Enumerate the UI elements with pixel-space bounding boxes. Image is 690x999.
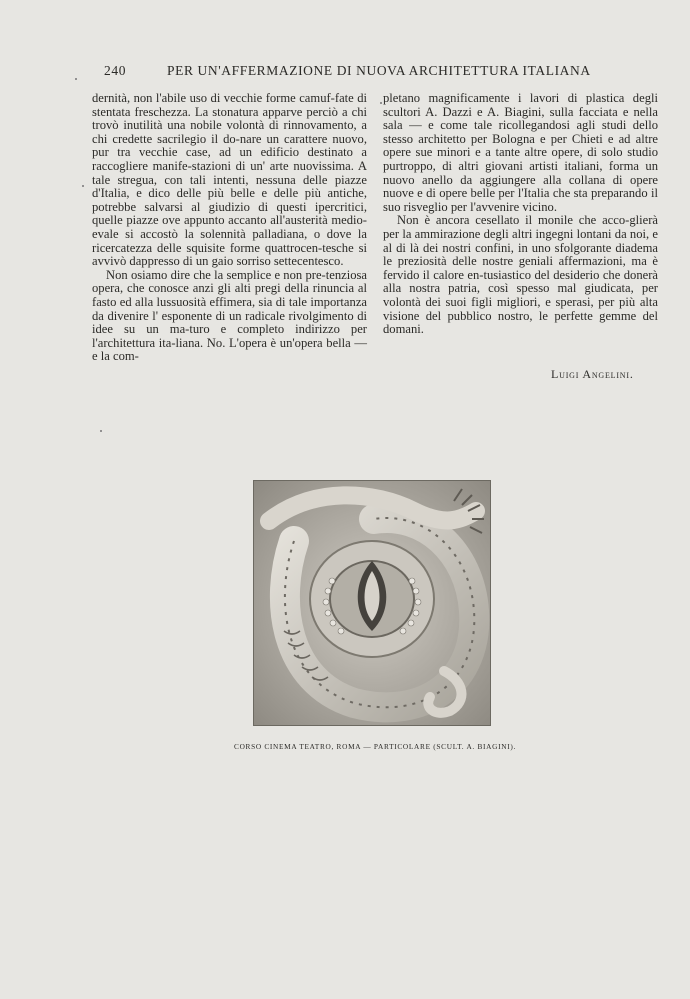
author-signature: Luigi Angelini. xyxy=(551,367,634,381)
figure-caption: CORSO CINEMA TEATRO, ROMA — PARTICOLARE (SCULT. A. BIAGINI). xyxy=(234,742,516,751)
paragraph: pletano magnificamente i lavori di plastica degli scultori A. Dazzi e A. Biagini, sulla facciata e nella sala — e come tale ricollegandosi agli studi dello stesso architetto per Bologna e per Chieti e ad altre opere sue minori e a tante altre opere, di solo studio purtroppo, di altri giovani artisti italiani, forma un nuovo anello da aggiungere alla collana di opere nuove e di opere belle per l'Italia che sta preparando il suo risveglio per l'avvenire vicino. xyxy=(383,91,658,214)
sculpture-photo xyxy=(253,480,491,726)
paragraph: Non osiamo dire che la semplice e non pre-tenziosa opera, che conosce anzi gli alti pregi della rinuncia al fasto ed alla lussuosità effimera, sia di tale importanza da divenire l' esponente di un radicale rivolgimento di idee su un ma-turo e completo indirizzo per l'architettura ita-liana. No. L'opera è un'opera bella — e la com- xyxy=(92,267,367,364)
relief-illustration xyxy=(254,481,491,726)
right-column xyxy=(383,92,658,337)
page-number: 240 xyxy=(104,63,127,78)
running-head xyxy=(104,63,594,81)
paragraph: Non è ancora cesellato il monile che acco-glierà per la ammirazione degli altri ingegni lontani da noi, e al di là dei nostri confini, in uno sfolgorante diadema le preziosità delle nostre geniali affermazioni, ma è fervido il calore en-tusiastico del desiderio che donerà alla nostra patria, così spesso mal giudicata, per volontà dei suoi figli migliori, e sperasi, per più alta visione del pubblico nostro, le perfette gemme del domani. xyxy=(383,213,658,337)
left-column xyxy=(92,92,367,364)
paragraph: dernità, non l'abile uso di vecchie forme camuf-fate di stentata freschezza. La stonatura apparve perciò a chi trovò inutilità una nobile volontà di rinnovamento, a chi credette sacrilegio il do-nare un carattere nuovo, pur tra vecchie case, ad un edificio destinato a raccogliere manife-stazioni di un' arte nuovissima. A tale stregua, con tali intenti, nessuna delle piazze d'Italia, e dico delle più belle e delle più antiche, potrebbe salvarsi al giudizio di questi ipercritici, quelle piazze ove appunto accanto all'austerità medio-evale si accostò la solennità palladiana, o dove la ricercatezza delle squisite forme quattrocen-tesche si avvivò dappresso di un gaio sorriso settecentesco. xyxy=(92,91,367,269)
running-title: PER UN'AFFERMAZIONE DI NUOVA ARCHITETTURA ITALIANA xyxy=(167,63,591,78)
